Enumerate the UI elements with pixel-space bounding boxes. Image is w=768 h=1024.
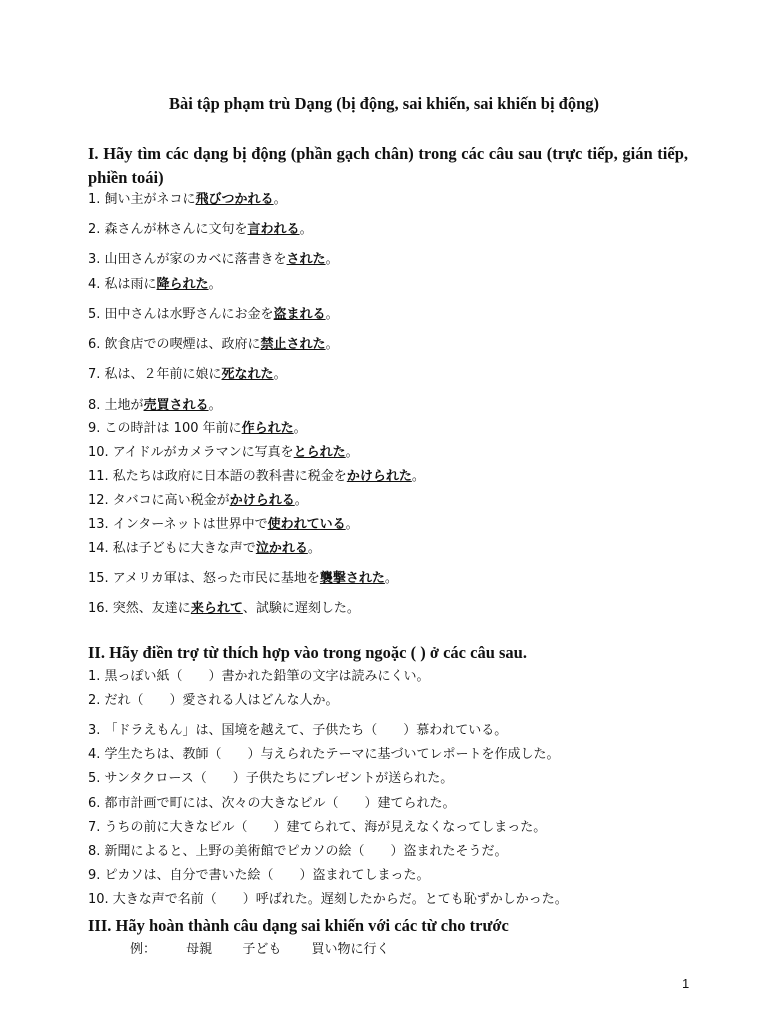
item-text: 16. 突然、友達に bbox=[88, 601, 191, 616]
section-3-heading bbox=[88, 914, 728, 938]
item-end: 。 bbox=[208, 398, 222, 413]
item-text: 15. アメリカ軍は、怒った市民に基地を bbox=[88, 571, 320, 586]
underlined-verb: 作られた bbox=[241, 421, 294, 436]
item-text: 3. 山田さんが家のカベに落書きを bbox=[88, 252, 287, 267]
section-2-heading-text: Hãy điền trợ từ thích hợp vào trong ngoặc ( ) ở các câu sau. bbox=[109, 643, 527, 662]
item-text: 7. 私は、２年前に娘に bbox=[88, 367, 222, 382]
underlined-verb: 襲撃された bbox=[319, 571, 385, 586]
section-1-heading-text: Hãy tìm các dạng bị động (phần gạch chân) trong các câu sau (trực tiếp, gián tiếp, phiền toái) bbox=[88, 144, 688, 187]
item-end: 。 bbox=[273, 367, 287, 382]
item-end: 。 bbox=[325, 307, 339, 322]
list-item bbox=[88, 600, 708, 618]
item-text: 14. 私は子どもに大きな声で bbox=[88, 541, 256, 556]
list-item bbox=[88, 492, 708, 510]
list-item bbox=[88, 191, 708, 209]
underlined-verb: かけられた bbox=[346, 469, 412, 484]
item-end: 、試験に遅刻した。 bbox=[242, 601, 360, 616]
document-title: Bài tập phạm trù Dạng (bị động, sai khiến, sai khiến bị động) bbox=[168, 94, 600, 113]
underlined-verb: かけられる bbox=[229, 493, 295, 508]
item-end: 。 bbox=[307, 541, 321, 556]
underlined-verb: とられた bbox=[293, 445, 346, 460]
underlined-verb: 泣かれる bbox=[255, 541, 308, 556]
list-item bbox=[88, 221, 708, 239]
underlined-verb: 来られて bbox=[190, 601, 243, 616]
item-text: 6. 飲食店での喫煙は、政府に bbox=[88, 337, 261, 352]
list-item: 2. だれ（ ）愛される人はどんな人か。 bbox=[88, 693, 339, 708]
item-end: 。 bbox=[345, 517, 359, 532]
underlined-verb: 使われている bbox=[267, 517, 346, 532]
item-end: 。 bbox=[208, 277, 222, 292]
item-text: 1. 飼い主がネコに bbox=[88, 192, 196, 207]
page-number: 1 bbox=[682, 976, 690, 991]
section-3-number: III. bbox=[88, 916, 112, 935]
list-item: 7. うちの前に大きなビル（ ）建てられて、海が見えなくなってしまった。 bbox=[88, 820, 547, 835]
underlined-verb: された bbox=[286, 252, 326, 267]
underlined-verb: 売買される bbox=[143, 398, 209, 413]
section-2-number: II. bbox=[88, 643, 105, 662]
list-item bbox=[88, 336, 708, 354]
list-item bbox=[88, 540, 708, 558]
list-item: 3. 「ドラえもん」は、国境を越えて、子供たち（ ）慕われている。 bbox=[88, 723, 508, 738]
item-text: 5. 田中さんは水野さんにお金を bbox=[88, 307, 274, 322]
underlined-verb: 死なれた bbox=[221, 367, 274, 382]
example-word: 母親 bbox=[186, 942, 213, 957]
item-text: 13. インターネットは世界中で bbox=[88, 517, 268, 532]
example-line bbox=[130, 938, 415, 957]
list-item: 1. 黒っぽい紙（ ）書かれた鉛筆の文字は読みにくい。 bbox=[88, 669, 430, 684]
list-item: 10. 大きな声で名前（ ）呼ばれた。遅刻したからだ。とても恥ずかしかった。 bbox=[88, 892, 568, 907]
item-text: 4. 私は雨に bbox=[88, 277, 157, 292]
list-item bbox=[88, 468, 708, 486]
item-text: 11. 私たちは政府に日本語の教科書に税金を bbox=[88, 469, 347, 484]
list-item bbox=[88, 306, 708, 324]
item-end: 。 bbox=[384, 571, 398, 586]
section-2-heading bbox=[88, 641, 728, 665]
list-item: 5. サンタクロース（ ）子供たちにプレゼントが送られた。 bbox=[88, 771, 454, 786]
item-text: 12. タバコに高い税金が bbox=[88, 493, 230, 508]
list-item bbox=[88, 444, 708, 462]
item-end: 。 bbox=[293, 421, 307, 436]
list-item bbox=[88, 366, 708, 384]
underlined-verb: 禁止された bbox=[260, 337, 326, 352]
item-end: 。 bbox=[411, 469, 425, 484]
list-item: 8. 新聞によると、上野の美術館でピカソの絵（ ）盗まれたそうだ。 bbox=[88, 844, 508, 859]
item-end: 。 bbox=[325, 252, 339, 267]
item-text: 8. 土地が bbox=[88, 398, 144, 413]
section-1-heading bbox=[88, 142, 688, 190]
item-end: 。 bbox=[325, 337, 339, 352]
item-text: 10. アイドルがカメラマンに写真を bbox=[88, 445, 294, 460]
example-word: 子ども bbox=[242, 942, 282, 957]
list-item bbox=[88, 516, 708, 534]
example-word: 買い物に行く bbox=[311, 942, 390, 957]
underlined-verb: 盗まれる bbox=[273, 307, 326, 322]
item-text: 9. この時計は 100 年前に bbox=[88, 421, 242, 436]
list-item bbox=[88, 251, 708, 269]
underlined-verb: 飛びつかれる bbox=[195, 192, 274, 207]
underlined-verb: 降られた bbox=[156, 277, 209, 292]
list-item bbox=[88, 570, 708, 588]
item-text: 2. 森さんが林さんに文句を bbox=[88, 222, 248, 237]
list-item bbox=[88, 420, 708, 438]
list-item: 6. 都市計画で町には、次々の大きなビル（ ）建てられた。 bbox=[88, 796, 456, 811]
section-1-number: I. bbox=[88, 144, 99, 163]
item-end: 。 bbox=[273, 192, 287, 207]
item-end: 。 bbox=[345, 445, 359, 460]
list-item: 9. ピカソは、自分で書いた絵（ ）盗まれてしまった。 bbox=[88, 868, 430, 883]
section-3-heading-text: Hãy hoàn thành câu dạng sai khiến với các từ cho trước bbox=[115, 916, 509, 935]
list-item bbox=[88, 276, 708, 294]
underlined-verb: 言われる bbox=[247, 222, 300, 237]
item-end: 。 bbox=[299, 222, 313, 237]
item-end: 。 bbox=[294, 493, 308, 508]
list-item bbox=[88, 397, 708, 415]
example-label: 例： bbox=[130, 942, 157, 957]
list-item: 4. 学生たちは、教師（ ）与えられたテーマに基づいてレポートを作成した。 bbox=[88, 747, 560, 762]
